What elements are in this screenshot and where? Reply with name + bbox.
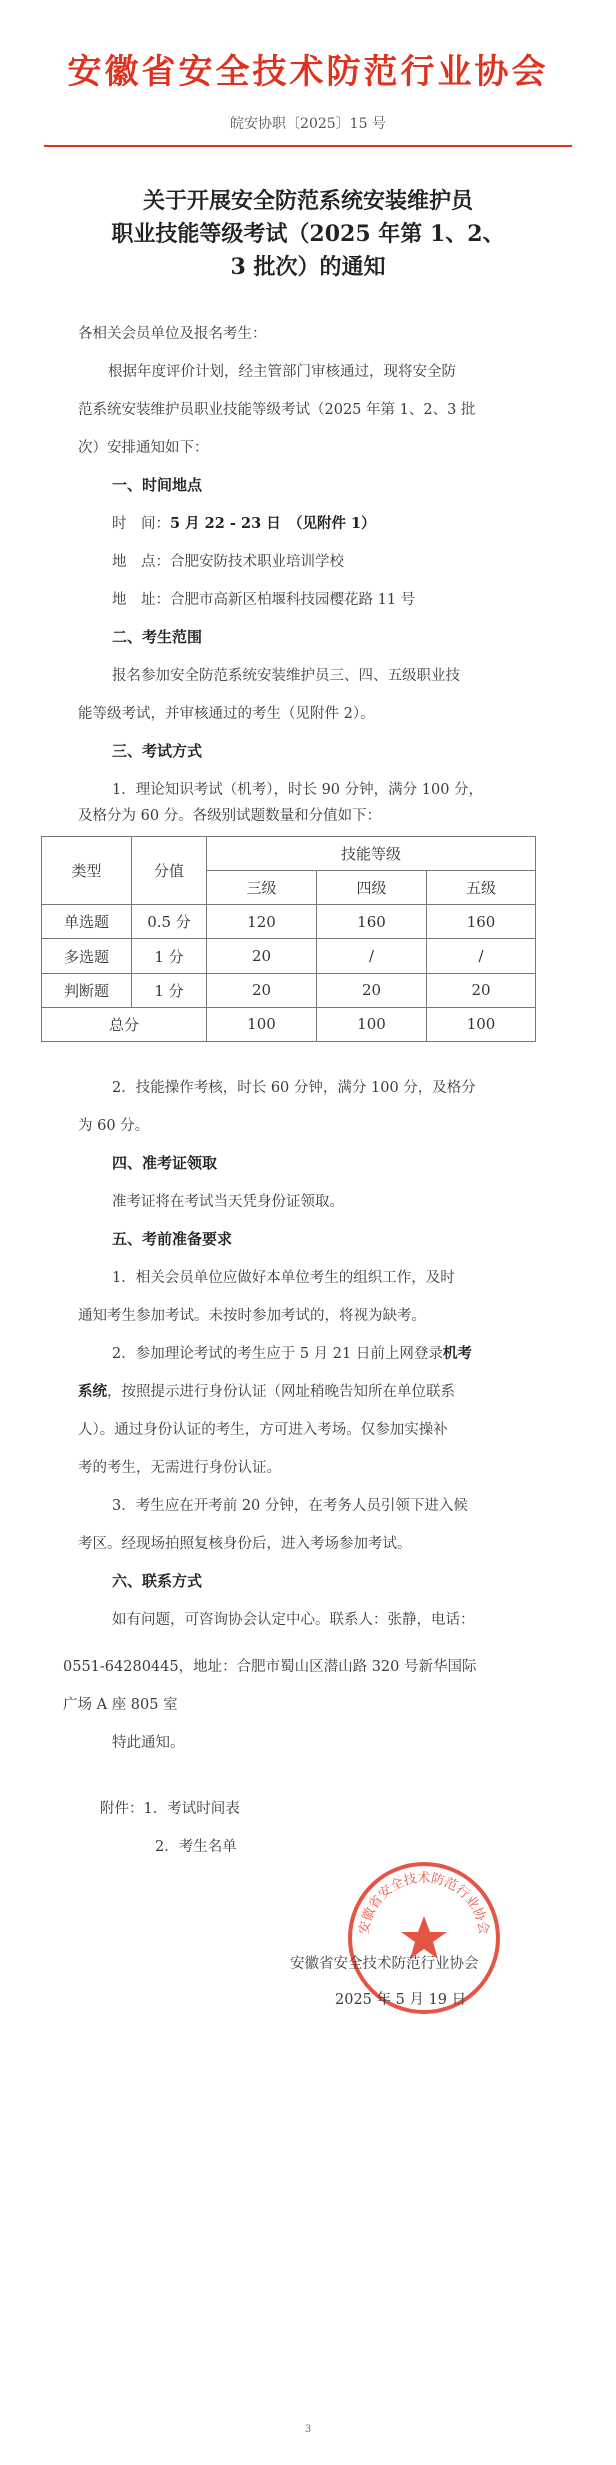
prep-item2-line-4: 考的考生，无需进行身份认证。 [78, 1460, 281, 1476]
org-header-title: 安徽省安全技术防范行业协会 [67, 52, 549, 92]
table-cell: 160 [317, 905, 427, 939]
table-level-5: 五级 [427, 871, 536, 905]
place-label: 地 点： [112, 554, 170, 570]
notice-title-line-3: 3 批次）的通知 [230, 254, 386, 280]
attachment-item-1 [100, 1797, 240, 1818]
admission-line-1: 准考证将在考试当天凭身份证领取。 [112, 1194, 344, 1210]
time-row [112, 512, 376, 533]
exam-item1-line-1: 1．理论知识考试（机考），时长 90 分钟，满分 100 分， [112, 782, 484, 798]
table-level-3: 三级 [207, 871, 317, 905]
table-cell: 20 [427, 973, 536, 1007]
table-total-row [42, 1007, 536, 1041]
table-cell: 100 [207, 1007, 317, 1041]
prep-item3-line-1: 3．考生应在开考前 20 分钟，在考务人员引领下进入候 [112, 1498, 468, 1514]
intro-line-3: 次）安排通知如下： [78, 440, 209, 456]
document-number: 皖安协职〔2025〕15 号 [230, 116, 386, 132]
prep-item1-line-1: 1．相关会员单位应做好本单位考生的组织工作，及时 [112, 1270, 455, 1286]
table-cell-type: 多选题 [42, 939, 132, 973]
section-heading-contact: 六、联系方式 [112, 1572, 203, 1590]
table-header-type: 类型 [42, 837, 132, 905]
signature-date: 2025 年 5 月 19 日 [335, 1992, 467, 2008]
section-heading-candidates: 二、考生范围 [112, 628, 203, 646]
intro-line-1: 根据年度评价计划，经主管部门审核通过，现将安全防 [108, 364, 456, 380]
contact-line-2: 0551-64280445，地址：合肥市蜀山区潜山路 320 号新华国际 [63, 1659, 477, 1675]
exam-item1-line-2: 及格分为 60 分。各级别试题数量和分值如下： [78, 808, 382, 824]
attachment-1-text: 1．考试时间表 [143, 1801, 240, 1817]
prep-item2-text: 2．参加理论考试的考生应于 5 月 21 日前上网登录 [112, 1346, 443, 1362]
table-cell: 20 [207, 973, 317, 1007]
section-heading-preparation: 五、考前准备要求 [112, 1230, 233, 1248]
table-cell-type: 判断题 [42, 973, 132, 1007]
time-label: 时 间： [112, 516, 170, 532]
table-cell: 160 [427, 905, 536, 939]
prep-item2-line-3: 人）。通过身份认证的考生，方可进入考场。仅参加实操补 [78, 1422, 448, 1438]
prep-item2-bold-1: 机考 [442, 1345, 472, 1362]
section-heading-admission-ticket: 四、准考证领取 [112, 1154, 218, 1172]
address-value: 合肥市高新区柏堰科技园樱花路 11 号 [170, 592, 416, 608]
table-cell-score: 0.5 分 [132, 905, 207, 939]
section-heading-exam-method: 三、考试方式 [112, 742, 203, 760]
notice-title-line-2: 职业技能等级考试（2025 年第 1、2、 [111, 221, 505, 247]
exam-item2-line-1: 2．技能操作考核，时长 60 分钟，满分 100 分，及格分 [112, 1080, 476, 1096]
time-value: 5 月 22 - 23 日 （见附件 1） [170, 515, 376, 532]
table-cell: 100 [427, 1007, 536, 1041]
prep-item2-line-1 [112, 1342, 472, 1363]
attachment-item-2: 2．考生名单 [155, 1839, 237, 1855]
closing-text: 特此通知。 [112, 1735, 185, 1751]
address-label: 地 址： [112, 592, 170, 608]
attachment-label: 附件： [100, 1801, 144, 1817]
table-header-level: 技能等级 [207, 837, 536, 871]
prep-item2-line-2 [78, 1380, 455, 1401]
section-heading-time-place: 一、时间地点 [112, 476, 203, 494]
place-value: 合肥安防技术职业培训学校 [170, 554, 344, 570]
intro-line-2: 范系统安装维护员职业技能等级考试（2025 年第 1、2、3 批 [78, 402, 476, 418]
salutation: 各相关会员单位及报名考生： [78, 326, 267, 342]
table-row [42, 973, 536, 1007]
address-row [112, 588, 415, 609]
score-table [41, 836, 536, 1042]
table-cell: 20 [207, 939, 317, 973]
notice-title-line-1: 关于开展安全防范系统安装维护员 [142, 188, 473, 214]
table-cell: 20 [317, 973, 427, 1007]
table-cell: 100 [317, 1007, 427, 1041]
table-cell-score: 1 分 [132, 973, 207, 1007]
table-cell-score: 1 分 [132, 939, 207, 973]
table-row [42, 905, 536, 939]
candidates-line-2: 能等级考试，并审核通过的考生（见附件 2）。 [78, 706, 375, 722]
prep-item1-line-2: 通知考生参加考试。未按时参加考试的，将视为缺考。 [78, 1308, 426, 1324]
table-total-label: 总分 [42, 1007, 207, 1041]
contact-line-3: 广场 A 座 805 室 [63, 1697, 178, 1713]
prep-item2-bold-2: 系统 [78, 1383, 107, 1400]
page-number: 3 [304, 2424, 312, 2435]
candidates-line-1: 报名参加安全防范系统安装维护员三、四、五级职业技 [112, 668, 460, 684]
header-divider [44, 145, 572, 147]
prep-item2-line-2-text: ，按照提示进行身份认证（网址稍晚告知所在单位联系 [107, 1384, 455, 1400]
seal-text: 安徽省安全技术防范行业协会 [356, 1871, 492, 1936]
prep-item3-line-2: 考区。经现场拍照复核身份后，进入考场参加考试。 [78, 1536, 412, 1552]
signature-org: 安徽省安全技术防范行业协会 [290, 1956, 479, 1972]
place-row [112, 550, 344, 571]
exam-item2-line-2: 为 60 分。 [78, 1118, 150, 1134]
table-level-4: 四级 [317, 871, 427, 905]
table-header-score: 分值 [132, 837, 207, 905]
table-cell: 120 [207, 905, 317, 939]
contact-line-1: 如有问题，可咨询协会认定中心。联系人：张静，电话： [112, 1612, 475, 1628]
table-cell-type: 单选题 [42, 905, 132, 939]
table-cell: / [317, 939, 427, 973]
table-cell: / [427, 939, 536, 973]
table-row [42, 939, 536, 973]
